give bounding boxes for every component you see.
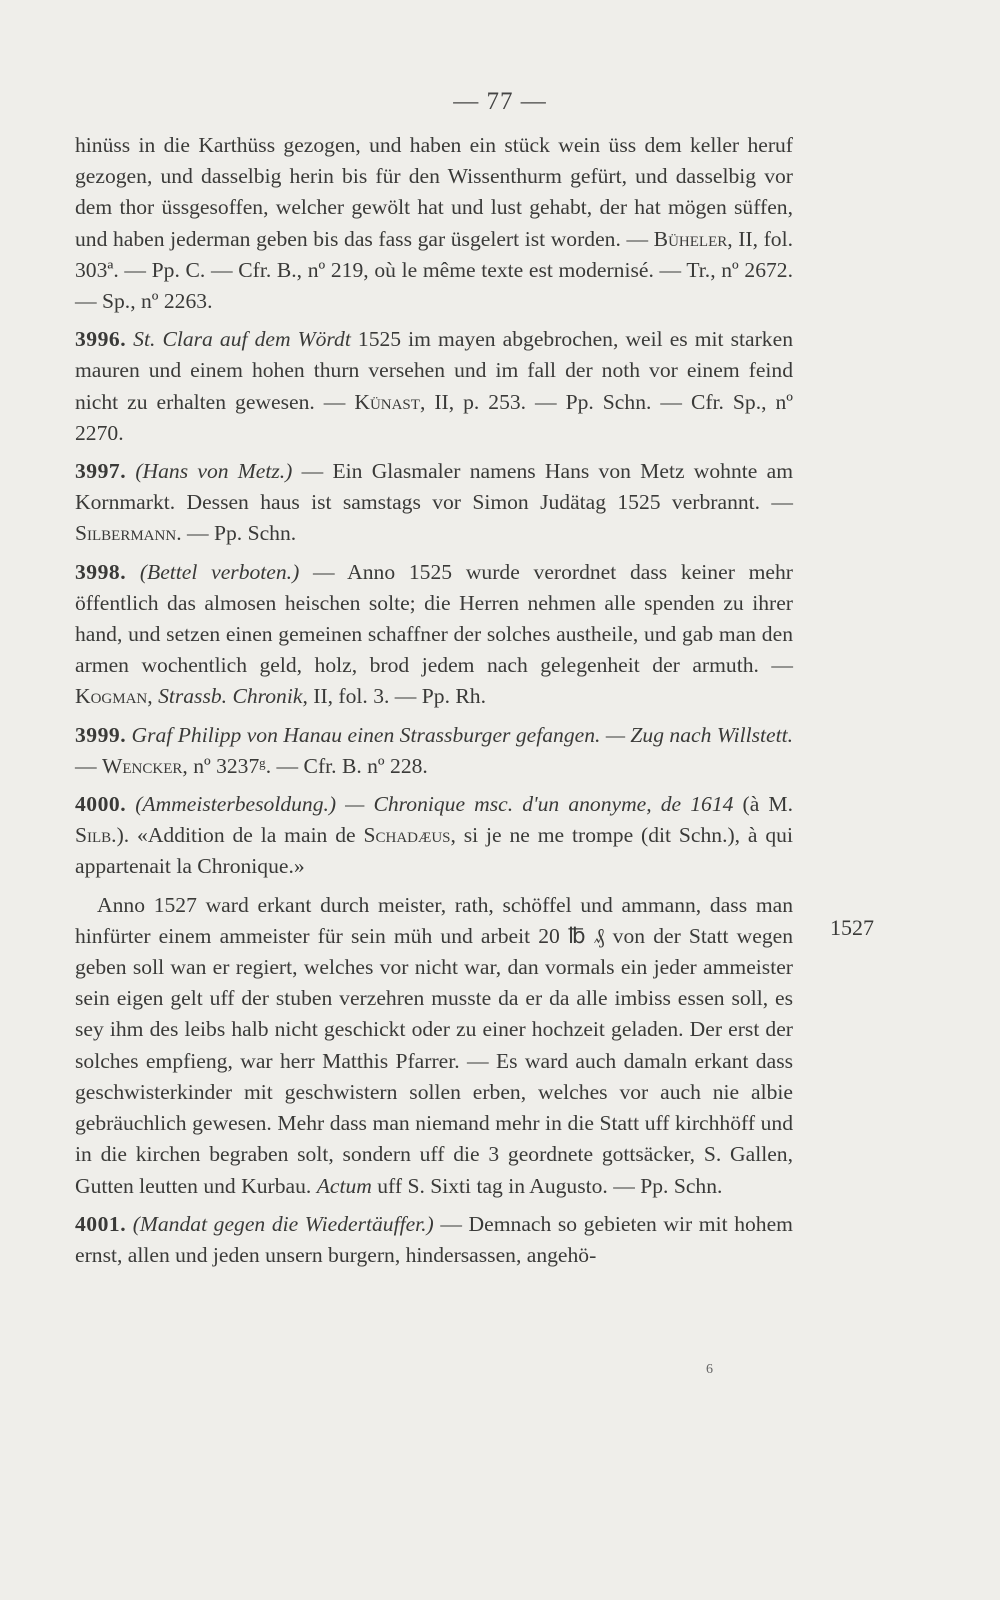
- entry-3999: [75, 720, 793, 782]
- entry-title: (Bettel verboten.): [139, 559, 300, 584]
- text-run: ). «Addition de la main de: [116, 823, 364, 848]
- paragraph-anno-1527: [75, 890, 793, 1202]
- text-run: uff S. Sixti tag in Augusto. — Pp. Schn.: [371, 1173, 723, 1198]
- entry-number: 4000.: [75, 792, 127, 817]
- entry-number: 3997.: [75, 459, 127, 484]
- author-name: Silb.: [75, 823, 117, 848]
- text-run: Anno 1527 ward erkant durch meister, rath, schöffel und ammann, dass man hinfürter einem ammeister für sein müh und arbeit 20 ℔ ₰ von der Statt wegen geben soll wan er regiert, welches vor nicht war, dan vormals ein jeder ammeister sein eigen gelt uff der stuben verzehren musste da er da alle imbiss essen soll, es sey ihm des leibs halb nicht geschickt oder zu einer hochzeit geladen. Der erst der solches empfieng, war herr Matthis Pfarrer. — Es ward auch damaln erkant dass geschwisterkinder mit geschwistern sollen erben, welches vor auch nie albie gebräuchlich gewesen. Mehr dass man niemand mehr in die Statt uff kirchhöff und in die kirchen begraben solt, sondern uff die 3 geordnete gottsäcker, S. Gallen, Gutten leutten und Kurbau.: [75, 892, 793, 1198]
- author-name: Kogman: [75, 684, 148, 709]
- text-run: — Ein Glasmaler namens Hans von Metz wohnte am Kornmarkt. Dessen haus ist samstags vor Simon Judätag 1525 verbrannt. —: [75, 459, 793, 515]
- text-run: , II, fol. 3. — Pp. Rh.: [302, 684, 486, 709]
- text-run: , nº 3237ᵍ. — Cfr. B. nº 228.: [182, 753, 428, 778]
- text-run: —: [75, 753, 102, 778]
- margin-year: 1527: [830, 915, 874, 940]
- author-name: Künast: [354, 389, 420, 414]
- entry-3996: [75, 324, 793, 449]
- text-run: ,: [147, 684, 159, 709]
- entry-number: 3998.: [75, 559, 127, 584]
- entry-4000: [75, 789, 793, 883]
- entry-title: Graf Philipp von Hanau einen Strassburger gefangen. — Zug nach Willstett.: [131, 722, 794, 747]
- text-run: — Demnach so gebieten wir mit hohem ernst, allen und jeden unsern burgern, hindersassen, angehö-: [75, 1211, 793, 1267]
- source-title: Strassb. Chronik: [158, 684, 303, 709]
- entry-title: (Hans von Metz.): [135, 459, 293, 484]
- author-name: Büheler: [653, 226, 728, 251]
- text-run: (à M.: [733, 792, 793, 817]
- entry-3998: [75, 557, 793, 713]
- entry-number: 3996.: [75, 327, 127, 352]
- entry-number: 3999.: [75, 722, 127, 747]
- author-name: Schadæus: [363, 823, 451, 848]
- text-run: — Anno 1525 wurde verordnet dass keiner mehr öffentlich das almosen heischen solte; die Herren nehmen alle spenden zu ihrer hand, und setzen einen gemeinen schaffner der solches austheile, und gab man den armen wochentlich geld, holz, brod jedem nach gelegenheit der armuth. —: [75, 559, 793, 678]
- author-name: Wencker: [102, 753, 183, 778]
- entry-4001: [75, 1209, 793, 1271]
- entry-title: (Mandat gegen die Wiedertäuffer.): [132, 1211, 434, 1236]
- entry-title: St. Clara auf dem Wördt: [133, 327, 351, 352]
- body-text: [75, 130, 793, 1271]
- entry-title: (Ammeisterbesoldung.) — Chronique msc. d'un anonyme, de 1614: [135, 792, 734, 817]
- italic-word: Actum: [316, 1173, 372, 1198]
- text-run: hinüss in die Karthüss gezogen, und haben ein stück wein üss dem keller heruf gezogen, und dasselbig herin bis für den Wissenthurm gefürt, und dasselbig vor dem thor üssgesoffen, welcher gewölt hat und lust gehabt, der hat mögen süffen, und haben jederman geben bis das fass gar üsgelert ist worden. —: [75, 133, 793, 251]
- text-run: , II, p. 253. — Pp. Schn. — Cfr. Sp., nº 2270.: [75, 389, 793, 445]
- text-run: 1525 im mayen abgebrochen, weil es mit starken mauren und einem hohen thurn versehen und im fall der noth vor einem feind nicht zu erhalten gewesen. —: [75, 327, 793, 414]
- page-number: — 77 —: [453, 88, 547, 115]
- author-name: Silbermann: [75, 521, 177, 546]
- text-run: , si je ne me trompe (dit Schn.), à qui appartenait la Chronique.»: [75, 823, 793, 879]
- entry-3997: [75, 456, 793, 550]
- text-run: . — Pp. Schn.: [176, 521, 297, 546]
- paragraph-continuation: [75, 130, 793, 317]
- entry-number: 4001.: [75, 1211, 127, 1236]
- text-run: , II, fol. 303ª. — Pp. C. — Cfr. B., nº 219, où le même texte est modernisé. — Tr., nº 2672. — Sp., nº 2263.: [75, 226, 793, 314]
- signature-mark: 6: [706, 1362, 713, 1377]
